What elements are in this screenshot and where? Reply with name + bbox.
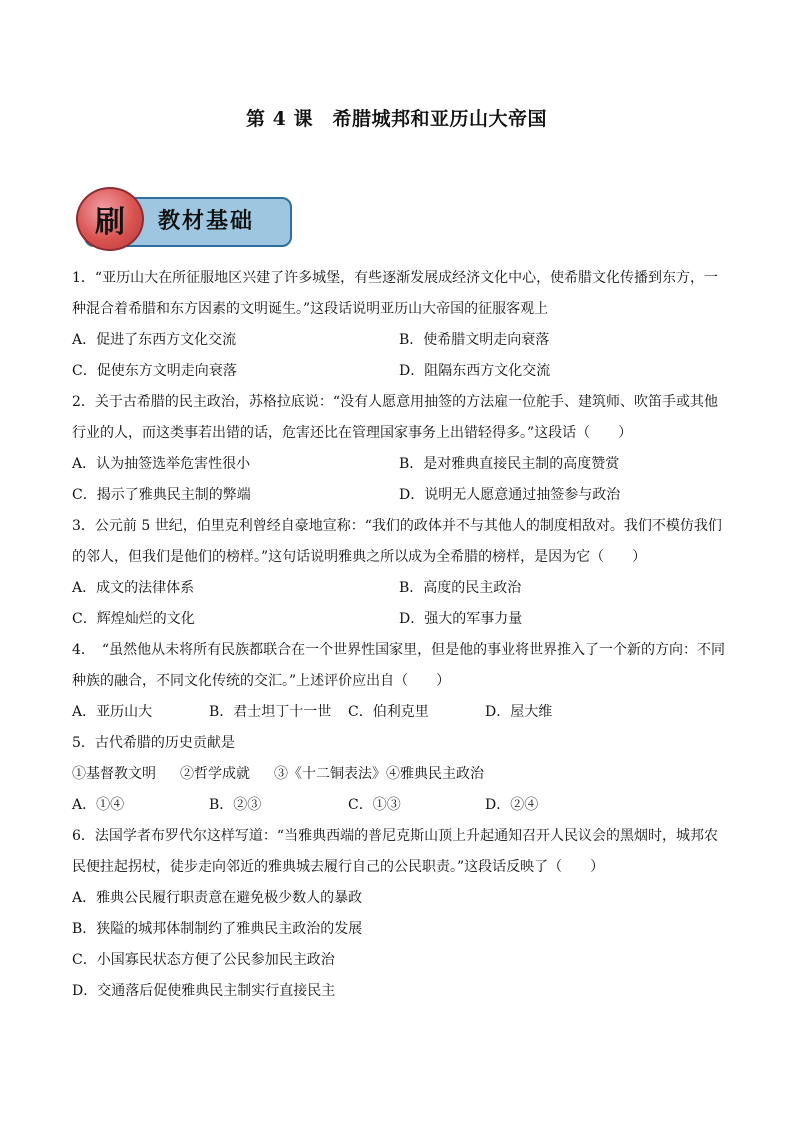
option-d: D．②④ (485, 797, 539, 813)
option-d: D．说明无人愿意通过抽签参与政治 (399, 487, 621, 503)
option-row (72, 449, 726, 480)
option-b: B．使希腊文明走向衰落 (399, 332, 550, 348)
statement-items (72, 759, 726, 790)
option-b: B．是对雅典直接民主制的高度赞赏 (399, 456, 620, 472)
statement-item: ①基督教文明 (72, 766, 156, 782)
statement-item: ③《十二铜表法》④雅典民主政治 (274, 766, 484, 782)
option-a: A．认为抽签选举危害性很小 (72, 456, 251, 472)
option-c: C．揭示了雅典民主制的弊端 (72, 487, 251, 503)
option-d: D．交通落后促使雅典民主制实行直接民主 (72, 983, 336, 999)
option-a: A．促进了东西方文化交流 (72, 332, 237, 348)
option-b: B．狭隘的城邦体制制约了雅典民主政治的发展 (72, 921, 363, 937)
option-d: D．屋大维 (485, 704, 553, 720)
option-b: B．君士坦丁十一世 (209, 704, 332, 720)
section-banner (76, 187, 294, 251)
option-c: C．伯利克里 (348, 704, 429, 720)
option-a: A．亚历山大 (72, 704, 153, 720)
option-row (72, 573, 726, 604)
option-row (72, 604, 726, 635)
page-title: 第 4 课 希腊城邦和亚历山大帝国 (246, 108, 547, 130)
option-row (72, 480, 726, 511)
option-a: A．①④ (72, 797, 125, 813)
banner-badge-circle (76, 187, 144, 251)
option-c: C．辉煌灿烂的文化 (72, 611, 195, 627)
question-stem: 6．法国学者布罗代尔这样写道：“当雅典西端的普尼克斯山顶上升起通知召开人民议会的黑烟时，城邦农民便拄起拐杖，徒步走向邻近的雅典城去履行自己的公民职责。”这段话反映了（ ） (72, 828, 719, 875)
option-b: B．②③ (209, 797, 262, 813)
option-d: D．阻隔东西方文化交流 (399, 363, 551, 379)
question-2 (72, 387, 726, 511)
question-stem: 5．古代希腊的历史贡献是 (72, 735, 235, 751)
option-d: D．强大的军事力量 (399, 611, 523, 627)
question-stem: 3．公元前 5 世纪，伯里克利曾经自豪地宣称：“我们的政体并不与其他人的制度相敌对。我们不模仿我们的邻人，但我们是他们的榜样。”这句话说明雅典之所以成为全希腊的榜样，是因为它（ ） (72, 518, 722, 565)
question-stem: 4． “虽然他从未将所有民族都联合在一个世界性国家里，但是他的事业将世界推入了一个新的方向：不同种族的融合，不同文化传统的交汇。”上述评价应出自（ ） (72, 642, 726, 689)
option-c: C．①③ (348, 797, 401, 813)
question-4 (72, 635, 726, 728)
option-a: A．雅典公民履行职责意在避免极少数人的暴政 (72, 890, 363, 906)
statement-item: ②哲学成就 (180, 766, 250, 782)
option-c: C．促使东方文明走向衰落 (72, 363, 237, 379)
option-b: B．高度的民主政治 (399, 580, 522, 596)
question-1 (72, 263, 726, 387)
option-row (72, 790, 726, 821)
option-row (72, 325, 726, 356)
option-a: A．成文的法律体系 (72, 580, 195, 596)
banner-badge-text: 刷 (95, 205, 125, 240)
option-row (72, 697, 726, 728)
question-stem: 2．关于古希腊的民主政治，苏格拉底说：“没有人愿意用抽签的方法雇一位舵手、建筑师、吹笛手或其他行业的人，而这类事若出错的话，危害还比在管理国家事务上出错轻得多。”这段话（ ） (72, 394, 719, 441)
question-stem: 1．“亚历山大在所征服地区兴建了许多城堡，有些逐渐发展成经济文化中心，使希腊文化传播到东方，一种混合着希腊和东方因素的文明诞生。”这段话说明亚历山大帝国的征服客观上 (72, 270, 719, 317)
option-row (72, 356, 726, 387)
question-5 (72, 728, 726, 821)
question-list (72, 263, 726, 1007)
option-c: C．小国寡民状态方便了公民参加民主政治 (72, 952, 335, 968)
question-6 (72, 821, 726, 1007)
question-3 (72, 511, 726, 635)
banner-label: 教材基础 (158, 209, 255, 234)
